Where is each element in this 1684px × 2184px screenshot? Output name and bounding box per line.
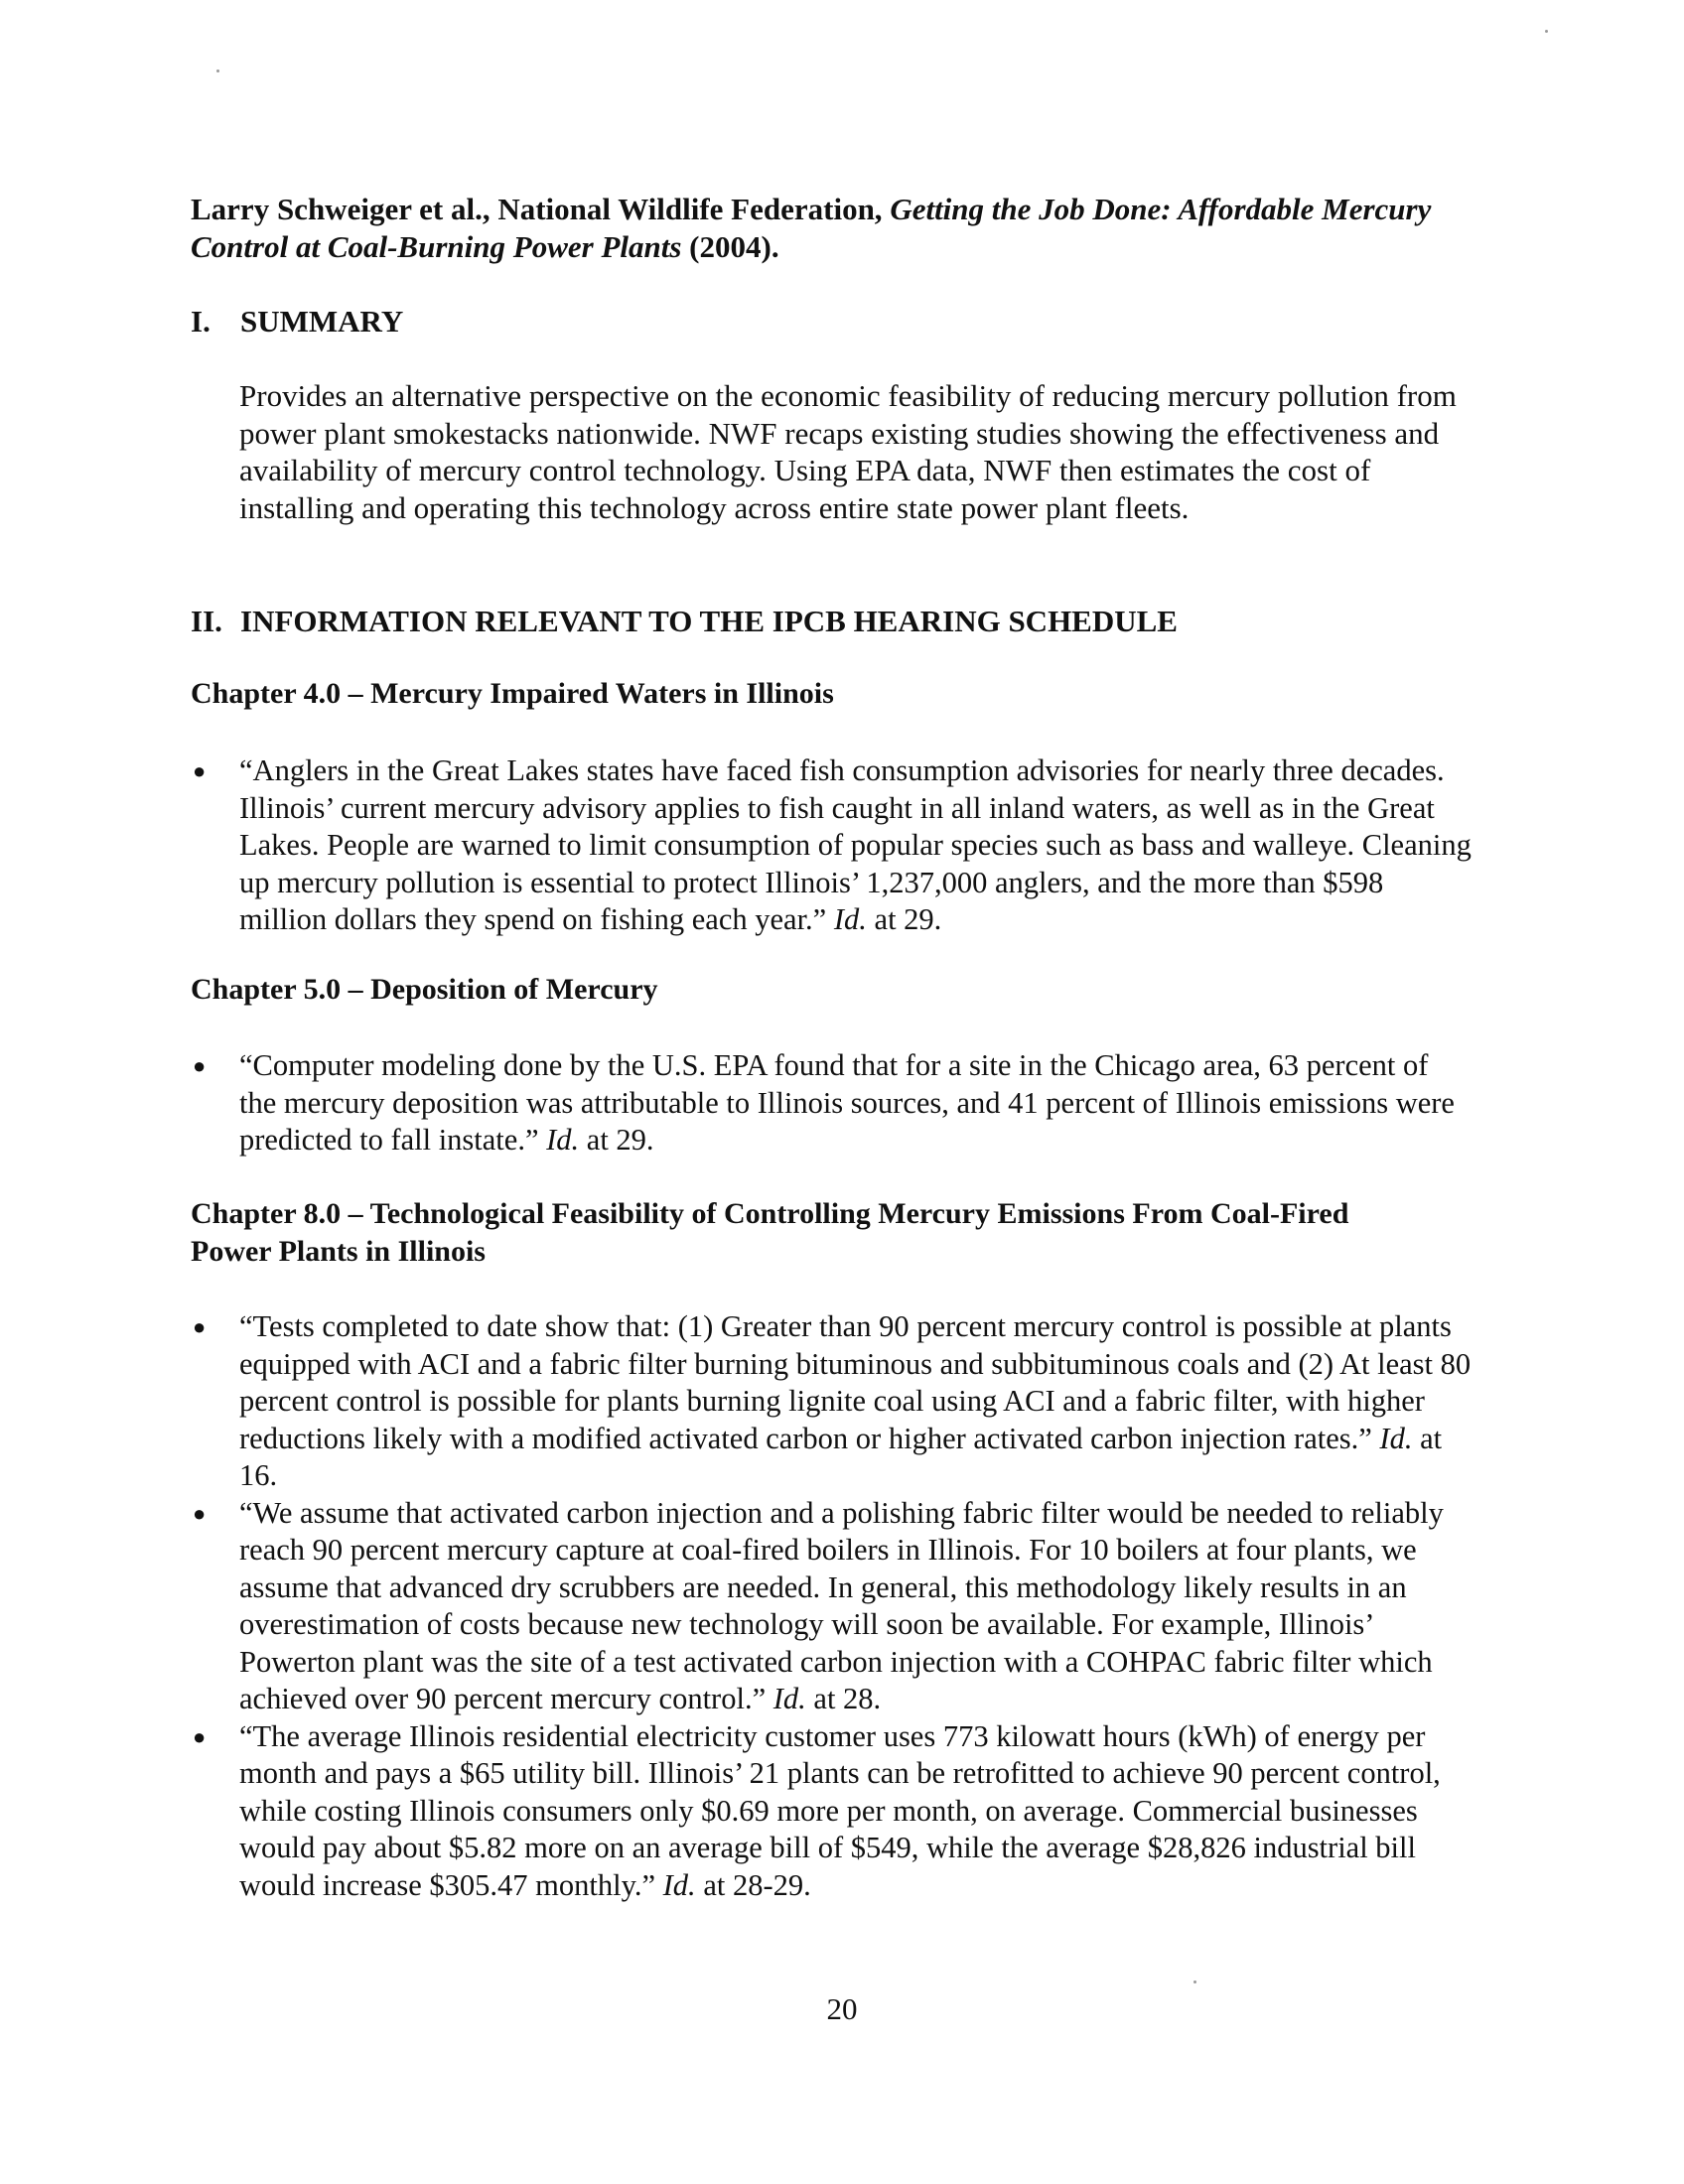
section-heading-information [191, 604, 1178, 639]
scan-speck [216, 69, 219, 72]
section-title: SUMMARY [240, 304, 404, 339]
chapter-bullet-list [191, 1047, 1472, 1160]
bullet-icon: ● [193, 1314, 207, 1339]
cite-id: Id. [833, 902, 867, 936]
quote-bullet [191, 752, 1472, 939]
citation-year: (2004). [681, 229, 779, 264]
section-number: II. [191, 604, 222, 638]
citation-title: Getting the Job Done: Affordable Mercury Control at Coal-Burning Power Plants [191, 192, 1432, 264]
quote-text: “We assume that activated carbon injection and a polishing fabric filter would be needed to reliably reach 90 percent mercury capture at coal-fired boilers in Illinois. For 10 boilers at four plants, we assume that advanced dry scrubbers are needed. In general, this methodology likely results in an overestimation of costs because new technology will soon be available. For example, Illinois’ Powerton plant was the site of a test activated carbon injection with a COHPAC fabric filter which achieved over 90 percent mercury control.” [239, 1495, 1444, 1715]
scan-speck [1545, 30, 1548, 33]
citation [191, 191, 1442, 266]
cite-page: at 16. [239, 1421, 1443, 1492]
citation-authors: Larry Schweiger et al., National Wildlife Federation, [191, 192, 891, 226]
quote-text: “Anglers in the Great Lakes states have faced fish consumption advisories for nearly three decades. Illinois’ current mercury advisory applies to fish caught in all inland waters, as well as in the Great Lakes. People are warned to limit consumption of popular species such as bass and walleye. Cleaning up mercury pollution is essential to protect Illinois’ 1,237,000 anglers, and the more than $598 million dollars they spend on fishing each year.” [239, 753, 1472, 936]
quote-bullet [191, 1718, 1472, 1905]
quote-bullet [191, 1495, 1472, 1718]
chapter-heading: Chapter 5.0 – Deposition of Mercury [191, 973, 658, 1006]
quote-bullet [191, 1047, 1472, 1160]
section-title: INFORMATION RELEVANT TO THE IPCB HEARING SCHEDULE [240, 604, 1178, 638]
bullet-icon: ● [193, 1500, 207, 1526]
quote-text: “Computer modeling done by the U.S. EPA found that for a site in the Chicago area, 63 percent of the mercury deposition was attributable to Illinois sources, and 41 percent of Illinois emissions were predicted to fall instate.” [239, 1048, 1455, 1157]
bullet-icon: ● [193, 1723, 207, 1749]
chapter-heading: Chapter 8.0 – Technological Feasibility of Controlling Mercury Emissions From Coal-Fired Power Plants in Illinois [191, 1197, 1349, 1268]
cite-id: Id. [662, 1867, 696, 1902]
bullet-icon: ● [193, 758, 207, 783]
cite-id: Id. [772, 1682, 806, 1715]
cite-page: at 28-29. [695, 1867, 811, 1902]
chapter-heading: Chapter 4.0 – Mercury Impaired Waters in Illinois [191, 677, 834, 710]
cite-id: Id. [1379, 1421, 1413, 1455]
quote-text: “Tests completed to date show that: (1) Greater than 90 percent mercury control is possible at plants equipped with ACI and a fabric filter burning bituminous and subbituminous coals and (2) At least 80 percent control is possible for plants burning lignite coal using ACI and a fabric filter, with higher reductions likely with a modified activated carbon or higher activated carbon injection rates.” [239, 1309, 1472, 1455]
cite-id: Id. [546, 1123, 580, 1157]
chapter-bullet-list [191, 1308, 1472, 1904]
section-number: I. [191, 304, 210, 339]
cite-page: at 29. [579, 1123, 654, 1157]
summary-paragraph: Provides an alternative perspective on the economic feasibility of reducing mercury pollution from power plant smokestacks nationwide. NWF recaps existing studies showing the effectiveness and availability of mercury control technology. Using EPA data, NWF then estimates the cost of installing and operating this technology across entire state power plant fleets. [239, 378, 1457, 525]
scan-speck [1193, 1980, 1196, 1983]
cite-page: at 29. [866, 902, 942, 936]
cite-page: at 28. [805, 1682, 882, 1715]
bullet-icon: ● [193, 1053, 207, 1078]
section-heading-summary [191, 304, 403, 340]
page-number: 20 [826, 1991, 858, 2026]
quote-bullet [191, 1308, 1472, 1495]
chapter-bullet-list [191, 752, 1472, 939]
quote-text: “The average Illinois residential electricity customer uses 773 kilowatt hours (kWh) of energy per month and pays a $65 utility bill. Illinois’ 21 plants can be retrofitted to achieve 90 percent control, while costing Illinois consumers only $0.69 more per month, on average. Commercial businesses would pay about $5.82 more on an average bill of $549, while the average $28,826 industrial bill would increase $305.47 monthly.” [239, 1718, 1441, 1902]
